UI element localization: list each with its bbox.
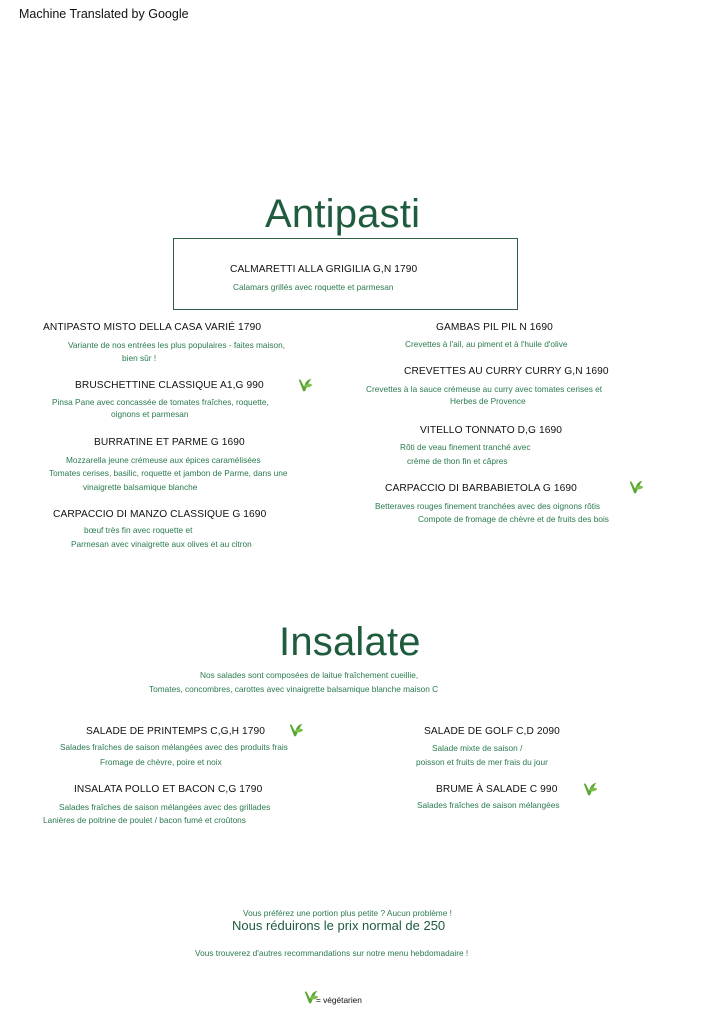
- menu-item-name: CREVETTES AU CURRY CURRY G,N 1690: [404, 366, 609, 377]
- featured-item-name: CALMARETTI ALLA GRIGILIA G,N 1790: [230, 264, 418, 275]
- menu-item-desc: Salades fraîches de saison mélangées avec des grillades: [59, 802, 271, 812]
- vegetarian-leaf-icon: [296, 376, 314, 394]
- menu-item-desc: Salade mixte de saison /: [432, 743, 523, 753]
- menu-item-desc: Salades fraîches de saison mélangées: [417, 800, 560, 810]
- menu-item-name: INSALATA POLLO ET BACON C,G 1790: [74, 784, 263, 795]
- vegetarian-legend: = végétarien: [316, 995, 362, 1005]
- menu-item-name: GAMBAS PIL PIL N 1690: [436, 322, 553, 333]
- menu-item-desc: Salades fraîches de saison mélangées avec des produits frais: [60, 742, 288, 752]
- menu-item-desc: Tomates cerises, basilic, roquette et jambon de Parme, dans une: [49, 468, 288, 478]
- vegetarian-leaf-icon: [627, 478, 645, 496]
- menu-item-name: ANTIPASTO MISTO DELLA CASA VARIÉ 1790: [43, 322, 262, 333]
- menu-item-name: BRUME À SALADE C 990: [436, 784, 558, 795]
- menu-item-desc: oignons et parmesan: [111, 409, 189, 419]
- menu-item-name: VITELLO TONNATO D,G 1690: [420, 425, 563, 436]
- insalate-intro: Tomates, concombres, carottes avec vinaigrette balsamique blanche maison C: [149, 684, 439, 694]
- menu-item-desc: Betteraves rouges finement tranchées avec des oignons rôtis: [375, 501, 601, 511]
- footer-line-3: Vous trouverez d'autres recommandations sur notre menu hebdomadaire !: [195, 948, 469, 958]
- menu-item-name: CARPACCIO DI MANZO CLASSIQUE G 1690: [53, 509, 267, 520]
- menu-item-desc: crème de thon fin et câpres: [407, 456, 508, 466]
- featured-item-desc: Calamars grillés avec roquette et parmesan: [233, 282, 394, 292]
- vegetarian-leaf-icon: [581, 780, 599, 798]
- menu-item-desc: Parmesan avec vinaigrette aux olives et au citron: [71, 539, 252, 549]
- menu-item-desc: Mozzarella jeune crémeuse aux épices caramélisées: [66, 455, 261, 465]
- insalate-intro: Nos salades sont composées de laitue fraîchement cueillie,: [200, 670, 419, 680]
- footer-line-1: Vous préférez une portion plus petite ? Aucun problème !: [243, 908, 452, 918]
- menu-item-name: SALADE DE PRINTEMPS C,G,H 1790: [86, 726, 266, 737]
- menu-item-desc: Lanières de poitrine de poulet / bacon fumé et croûtons: [43, 815, 246, 825]
- menu-item-desc: Compote de fromage de chèvre et de fruits des bois: [418, 514, 609, 524]
- menu-item-desc: Crevettes à la sauce crémeuse au curry avec tomates cerises et: [366, 384, 603, 394]
- menu-item-desc: Variante de nos entrées les plus populaires - faites maison,: [68, 340, 286, 350]
- vegetarian-leaf-icon: [287, 721, 305, 739]
- menu-item-desc: vinaigrette balsamique blanche: [83, 482, 198, 492]
- insalate-title: Insalate: [279, 620, 421, 664]
- menu-item-desc: Pinsa Pane avec concassée de tomates fraîches, roquette,: [52, 397, 269, 407]
- antipasti-title: Antipasti: [265, 192, 421, 236]
- menu-item-desc: bœuf très fin avec roquette et: [84, 525, 193, 535]
- translation-banner: Machine Translated by Google: [19, 7, 189, 21]
- menu-item-name: SALADE DE GOLF C,D 2090: [424, 726, 560, 737]
- menu-item-desc: Crevettes à l'ail, au piment et à l'huile d'olive: [405, 339, 568, 349]
- menu-item-desc: poisson et fruits de mer frais du jour: [416, 757, 548, 767]
- menu-item-desc: Fromage de chèvre, poire et noix: [100, 757, 222, 767]
- footer-line-2: Nous réduirons le prix normal de 250: [232, 918, 446, 933]
- menu-item-name: BRUSCHETTINE CLASSIQUE A1,G 990: [75, 380, 264, 391]
- menu-item-name: BURRATINE ET PARME G 1690: [94, 437, 245, 448]
- menu-item-name: CARPACCIO DI BARBABIETOLA G 1690: [385, 483, 577, 494]
- menu-item-desc: Herbes de Provence: [450, 396, 526, 406]
- menu-item-desc: Rôti de veau finement tranché avec: [400, 442, 531, 452]
- menu-item-desc: bien sûr !: [122, 353, 157, 363]
